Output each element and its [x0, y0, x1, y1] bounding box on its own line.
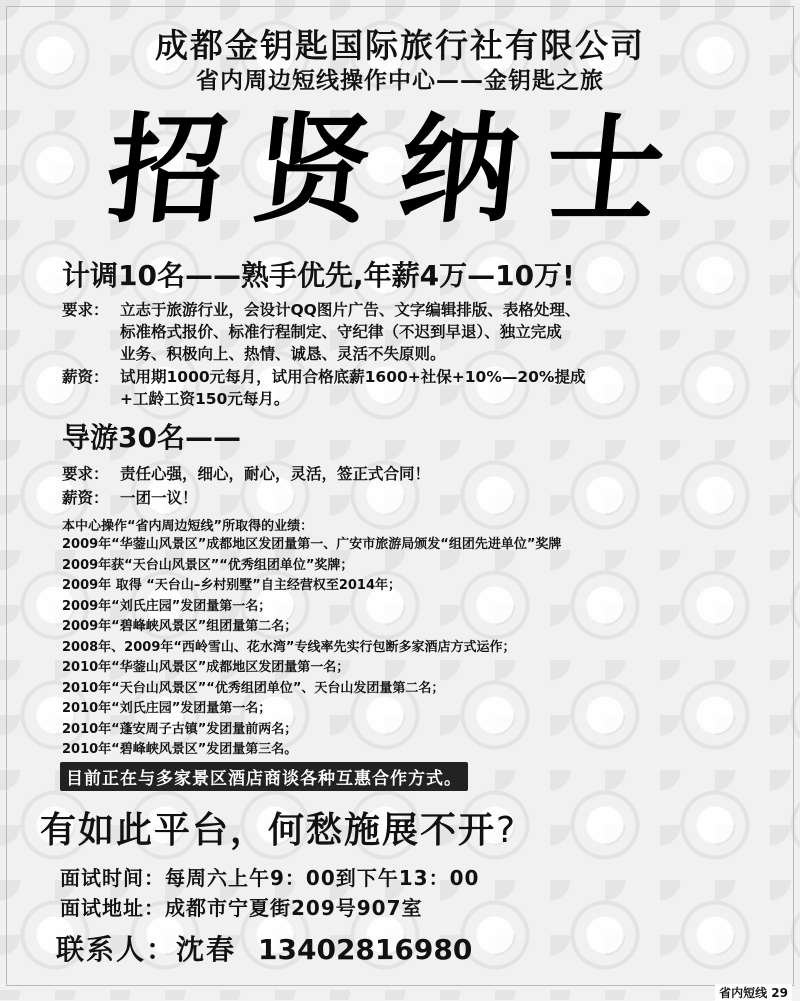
list-item: 2010年“蓬安周子古镇”发团量前两名； — [62, 721, 298, 737]
requirements-label: 要求： — [62, 301, 109, 319]
salary-text: 一团一议！ — [120, 489, 198, 507]
contact-phone: 13402816980 — [258, 933, 473, 966]
contact-person: 联系人：沈春 — [56, 933, 237, 966]
requirements-line: 业务、积极向上、热情、诚恳、灵活不失原则。 — [120, 345, 446, 363]
salary-line: 试用期1000元每月，试用合格底薪1600+社保+10%—20%提成 — [120, 368, 586, 386]
page-subtitle: 省内周边短线操作中心——金钥匙之旅 — [196, 68, 604, 94]
requirements-label: 要求： — [62, 465, 109, 483]
job-heading-planner: 计调10名——熟手优先,年薪4万—10万! — [62, 259, 575, 292]
interview-address: 面试地址：成都市宁夏街209号907室 — [60, 896, 423, 920]
achievements-list — [62, 535, 561, 761]
salary-label: 薪资： — [62, 368, 109, 386]
interview-time: 面试时间：每周六上午9：00到下午13：00 — [60, 866, 480, 890]
list-item: 2009年“碧峰峡风景区”组团量第二名； — [62, 619, 298, 634]
list-item: 2009年 取得 “天台山–乡村别墅”自主经营权至2014年； — [62, 578, 402, 593]
list-item: 2010年“碧峰峡风景区”发团量第三名。 — [62, 742, 298, 757]
job-heading-guide: 导游30名—— — [62, 421, 241, 454]
salary-line: +工龄工资150元每月。 — [120, 390, 290, 408]
slogan-text: 有如此平台，何愁施展不开 — [40, 810, 497, 851]
salary-label: 薪资： — [62, 489, 109, 507]
page-footer: 省内短线 29 — [715, 984, 792, 1001]
cooperation-banner: 目前正在与多家景区酒店商谈各种互惠合作方式。 — [60, 762, 468, 791]
contact-info — [56, 928, 472, 968]
planner-requirements — [62, 299, 580, 365]
requirements-text: 责任心强，细心，耐心，灵活，签正式合同！ — [120, 465, 431, 483]
achievements-heading: 本中心操作“省内周边短线”所取得的业绩： — [62, 519, 314, 534]
list-item: 2010年“天台山风景区”“优秀组团单位”、天台山发团量第二名； — [62, 680, 445, 696]
guide-requirements — [62, 463, 430, 485]
company-name: 成都金钥匙国际旅行社有限公司 — [155, 26, 645, 65]
requirements-line: 标准格式报价、标准行程制定、守纪律（不迟到早退）、独立完成 — [120, 323, 562, 341]
slogan-question-mark: ? — [496, 810, 518, 851]
page-title: 招贤纳士 — [100, 100, 700, 239]
requirements-line: 立志于旅游行业，会设计QQ图片广告、文字编辑排版、表格处理、 — [120, 301, 581, 319]
list-item: 2009年获“天台山风景区”“优秀组团单位”奖牌； — [62, 557, 354, 573]
list-item: 2010年“刘氏庄园”发团量第一名； — [62, 701, 272, 716]
slogan — [40, 802, 517, 853]
list-item: 2009年“华蓥山风景区”成都地区发团量第一、广安市旅游局颁发“组团先进单位”奖牌 — [62, 537, 562, 552]
list-item: 2008年、2009年“西岭雪山、花水湾”专线率先实行包断多家酒店方式运作； — [62, 639, 516, 655]
list-item: 2009年“刘氏庄园”发团量第一名； — [62, 598, 272, 614]
guide-salary — [62, 487, 198, 509]
list-item: 2010年“华蓥山风景区”成都地区发团量第一名； — [62, 660, 350, 675]
planner-salary — [62, 366, 585, 410]
